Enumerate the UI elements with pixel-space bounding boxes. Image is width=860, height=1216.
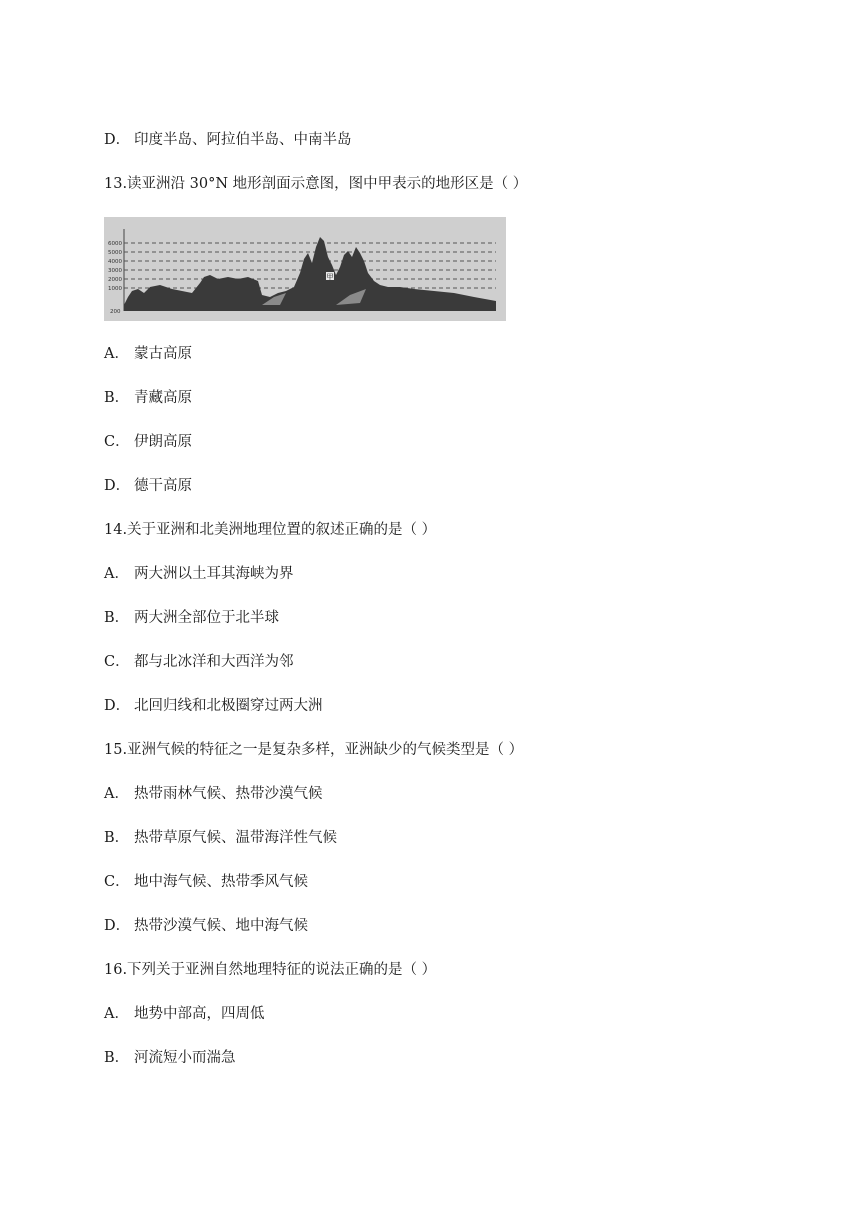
q16-option-a bbox=[104, 1004, 265, 1024]
q15-option-b bbox=[104, 828, 337, 848]
q14-option-c bbox=[104, 652, 294, 672]
option-text: 两大洲以土耳其海峡为界 bbox=[134, 566, 294, 582]
option-letter: B． bbox=[104, 610, 130, 626]
option-letter: B． bbox=[104, 390, 130, 406]
y-tick-label: 4000 bbox=[108, 259, 122, 265]
option-letter: A． bbox=[104, 566, 129, 582]
q15-stem: 15.亚洲气候的特征之一是复杂多样，亚洲缺少的气候类型是（ ） bbox=[104, 742, 524, 758]
option-letter: B． bbox=[104, 830, 130, 846]
option-text: 地中海气候、热带季风气候 bbox=[134, 874, 308, 890]
q12-option-d bbox=[104, 130, 352, 150]
marker-label: 甲 bbox=[326, 273, 334, 281]
q16-option-b bbox=[104, 1048, 236, 1068]
terrain-profile-figure bbox=[104, 217, 506, 321]
option-letter: A． bbox=[104, 346, 129, 362]
q13-stem: 13.读亚洲沿 30°N 地形剖面示意图，图中甲表示的地形区是（ ） bbox=[104, 176, 528, 192]
y-tick-label: 200 bbox=[110, 309, 121, 315]
y-tick-label: 1000 bbox=[108, 286, 122, 292]
option-letter: D． bbox=[104, 698, 131, 714]
option-text: 热带沙漠气候、地中海气候 bbox=[134, 918, 308, 934]
option-letter: D． bbox=[104, 132, 131, 148]
option-letter: C． bbox=[104, 434, 130, 450]
q13-option-b bbox=[104, 388, 192, 408]
y-tick-label: 5000 bbox=[108, 250, 122, 256]
terrain-profile-svg bbox=[104, 217, 506, 321]
option-text: 热带雨林气候、热带沙漠气候 bbox=[134, 786, 323, 802]
option-letter: D． bbox=[104, 478, 131, 494]
y-tick-label: 6000 bbox=[108, 241, 122, 247]
option-letter: D． bbox=[104, 918, 131, 934]
q14-option-a bbox=[104, 564, 294, 584]
y-tick-label: 3000 bbox=[108, 268, 122, 274]
option-text: 德干高原 bbox=[134, 478, 192, 494]
option-letter: C． bbox=[104, 874, 130, 890]
q14-option-b bbox=[104, 608, 279, 628]
option-letter: A． bbox=[104, 786, 129, 802]
option-letter: B． bbox=[104, 1050, 130, 1066]
option-text: 两大洲全部位于北半球 bbox=[134, 610, 279, 626]
option-text: 伊朗高原 bbox=[134, 434, 192, 450]
q16-stem: 16.下列关于亚洲自然地理特征的说法正确的是（ ） bbox=[104, 962, 437, 978]
q13-option-a bbox=[104, 344, 192, 364]
q15-option-d bbox=[104, 916, 308, 936]
option-text: 热带草原气候、温带海洋性气候 bbox=[134, 830, 337, 846]
q15-option-c bbox=[104, 872, 308, 892]
q14-option-d bbox=[104, 696, 323, 716]
option-text: 地势中部高，四周低 bbox=[134, 1006, 265, 1022]
option-text: 青藏高原 bbox=[134, 390, 192, 406]
option-letter: A． bbox=[104, 1006, 129, 1022]
y-tick-label: 2000 bbox=[108, 277, 122, 283]
option-text: 都与北冰洋和大西洋为邻 bbox=[134, 654, 294, 670]
option-text: 北回归线和北极圈穿过两大洲 bbox=[134, 698, 323, 714]
q13-option-c bbox=[104, 432, 192, 452]
option-text: 蒙古高原 bbox=[134, 346, 192, 362]
option-text: 印度半岛、阿拉伯半岛、中南半岛 bbox=[134, 132, 352, 148]
q15-option-a bbox=[104, 784, 323, 804]
q13-option-d bbox=[104, 476, 192, 496]
q14-stem: 14.关于亚洲和北美洲地理位置的叙述正确的是（ ） bbox=[104, 522, 437, 538]
option-text: 河流短小而湍急 bbox=[134, 1050, 236, 1066]
option-letter: C． bbox=[104, 654, 130, 670]
